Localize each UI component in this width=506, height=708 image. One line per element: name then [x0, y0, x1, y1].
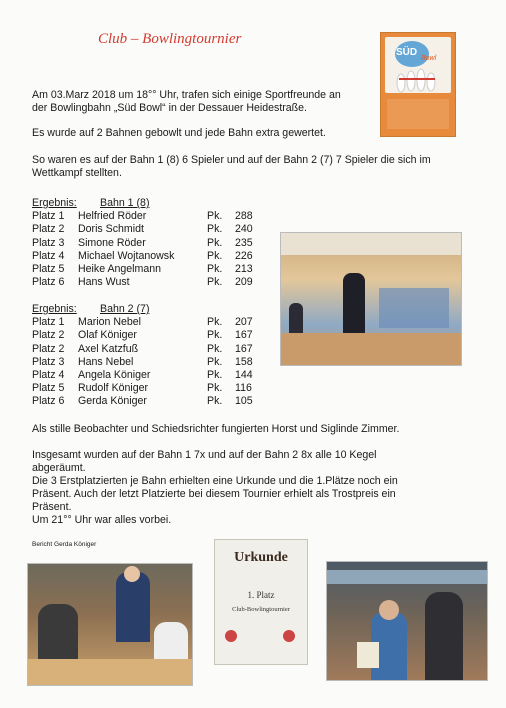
result-name: Doris Schmidt [78, 223, 144, 236]
result-place: Platz 5 [32, 262, 65, 275]
result-place: Platz 2 [32, 223, 65, 236]
summary-line: abgeräumt. [32, 462, 86, 474]
summary-line: Insgesamt wurden auf der Bahn 1 7x und auf der Bahn 2 8x alle 10 Kegel [32, 449, 377, 461]
intro-paragraph [32, 89, 382, 115]
logo-text: SÜD [396, 47, 418, 58]
result-row [32, 210, 272, 223]
results-header [32, 197, 272, 210]
certificate-event: Club-Bowlingtournier [232, 606, 290, 613]
bowling-hall-photo [280, 232, 462, 366]
result-row [32, 250, 272, 263]
result-row [32, 395, 272, 408]
results-title: Bahn 2 (7) [100, 303, 150, 315]
report-author: Bericht Gerda Königer [32, 541, 97, 548]
result-pk-label: Pk. [207, 316, 223, 329]
results-header [32, 303, 272, 316]
result-name: Rudolf Königer [78, 382, 149, 395]
intro-line: Am 03.Marz 2018 um 18°° Uhr, trafen sich einige Sportfreunde an [32, 89, 341, 101]
result-name: Angela Königer [78, 368, 151, 381]
result-pk-label: Pk. [207, 236, 223, 249]
result-pk-label: Pk. [207, 210, 223, 223]
result-pk-label: Pk. [207, 249, 223, 262]
results-title: Bahn 1 (8) [100, 197, 150, 209]
summary-line: Die 3 Erstplatzierten je Bahn erhielten eine Urkunde und die 1.Plätze noch ein [32, 475, 398, 487]
logo-subtext: Bowl [421, 55, 437, 62]
result-score: 158 [235, 355, 253, 368]
result-row [32, 316, 272, 329]
result-name: Simone Röder [78, 236, 146, 249]
result-row [32, 237, 272, 250]
result-score: 207 [235, 316, 253, 329]
result-pk-label: Pk. [207, 342, 223, 355]
result-name: Olaf Königer [78, 329, 137, 342]
result-score: 144 [235, 368, 253, 381]
paragraph-players [32, 154, 482, 180]
result-score: 226 [235, 249, 253, 262]
result-name: Hans Wust [78, 276, 130, 289]
summary-line: Präsent. Auch der letzt Platzierte bei diesem Tournier erhielt als Trostpreis ein [32, 488, 396, 500]
result-pk-label: Pk. [207, 382, 223, 395]
group-photo-right [326, 561, 488, 681]
result-pk-label: Pk. [207, 395, 223, 408]
players-line: Wettkampf stellten. [32, 167, 122, 179]
result-place: Platz 3 [32, 355, 65, 368]
result-place: Platz 3 [32, 236, 65, 249]
result-place: Platz 2 [32, 342, 65, 355]
seal-icon [225, 630, 237, 642]
result-place: Platz 2 [32, 329, 65, 342]
result-place: Platz 1 [32, 210, 65, 223]
result-place: Platz 1 [32, 316, 65, 329]
result-name: Helfried Röder [78, 210, 147, 223]
result-row [32, 369, 272, 382]
result-score: 240 [235, 223, 253, 236]
results-label: Ergebnis: [32, 197, 77, 209]
result-pk-label: Pk. [207, 223, 223, 236]
group-photo-left [27, 563, 193, 686]
certificate-heading: Urkunde [234, 550, 288, 565]
summary-paragraph [32, 449, 472, 527]
result-name: Hans Nebel [78, 355, 134, 368]
results-lane-2 [32, 303, 272, 409]
result-row [32, 329, 272, 342]
result-place: Platz 6 [32, 395, 65, 408]
result-place: Platz 6 [32, 276, 65, 289]
seal-icon [283, 630, 295, 642]
result-score: 235 [235, 236, 253, 249]
result-score: 116 [235, 382, 252, 395]
paragraph-lanes: Es wurde auf 2 Bahnen gebowlt und jede Bahn extra gewertet. [32, 127, 326, 139]
results-label: Ergebnis: [32, 303, 77, 315]
certificate-place: 1. Platz [247, 590, 275, 600]
result-name: Heike Angelmann [78, 262, 162, 275]
result-name: Gerda Königer [78, 395, 147, 408]
intro-line: der Bowlingbahn „Süd Bowl“ in der Dessauer Heidestraße. [32, 102, 307, 114]
sued-bowl-logo [380, 32, 456, 137]
result-row [32, 263, 272, 276]
result-score: 105 [235, 395, 253, 408]
players-line: So waren es auf der Bahn 1 (8) 6 Spieler und auf der Bahn 2 (7) 7 Spieler die sich im [32, 154, 431, 166]
result-pk-label: Pk. [207, 262, 223, 275]
result-row [32, 343, 272, 356]
result-place: Platz 4 [32, 249, 65, 262]
result-row [32, 276, 272, 289]
result-name: Axel Katzfuß [78, 342, 139, 355]
results-lane-1 [32, 197, 272, 289]
result-row [32, 356, 272, 369]
certificate-image [214, 539, 308, 665]
result-pk-label: Pk. [207, 355, 223, 368]
summary-line: Um 21°° Uhr war alles vorbei. [32, 514, 172, 526]
result-score: 167 [235, 329, 253, 342]
result-place: Platz 5 [32, 382, 65, 395]
page-title: Club – Bowlingtournier [98, 31, 242, 47]
result-place: Platz 4 [32, 368, 65, 381]
result-score: 209 [235, 276, 253, 289]
result-pk-label: Pk. [207, 276, 223, 289]
result-row [32, 382, 272, 395]
result-name: Marion Nebel [78, 316, 142, 329]
result-score: 167 [235, 342, 253, 355]
result-score: 213 [235, 262, 253, 275]
observers-paragraph: Als stille Beobachter und Schiedsrichter fungierten Horst und Siglinde Zimmer. [32, 423, 400, 435]
result-name: Michael Wojtanowsk [78, 249, 175, 262]
summary-line: Präsent. [32, 501, 72, 513]
result-pk-label: Pk. [207, 368, 223, 381]
result-row [32, 223, 272, 236]
result-pk-label: Pk. [207, 329, 223, 342]
result-score: 288 [235, 210, 253, 223]
bowling-pins-icon [387, 65, 447, 95]
